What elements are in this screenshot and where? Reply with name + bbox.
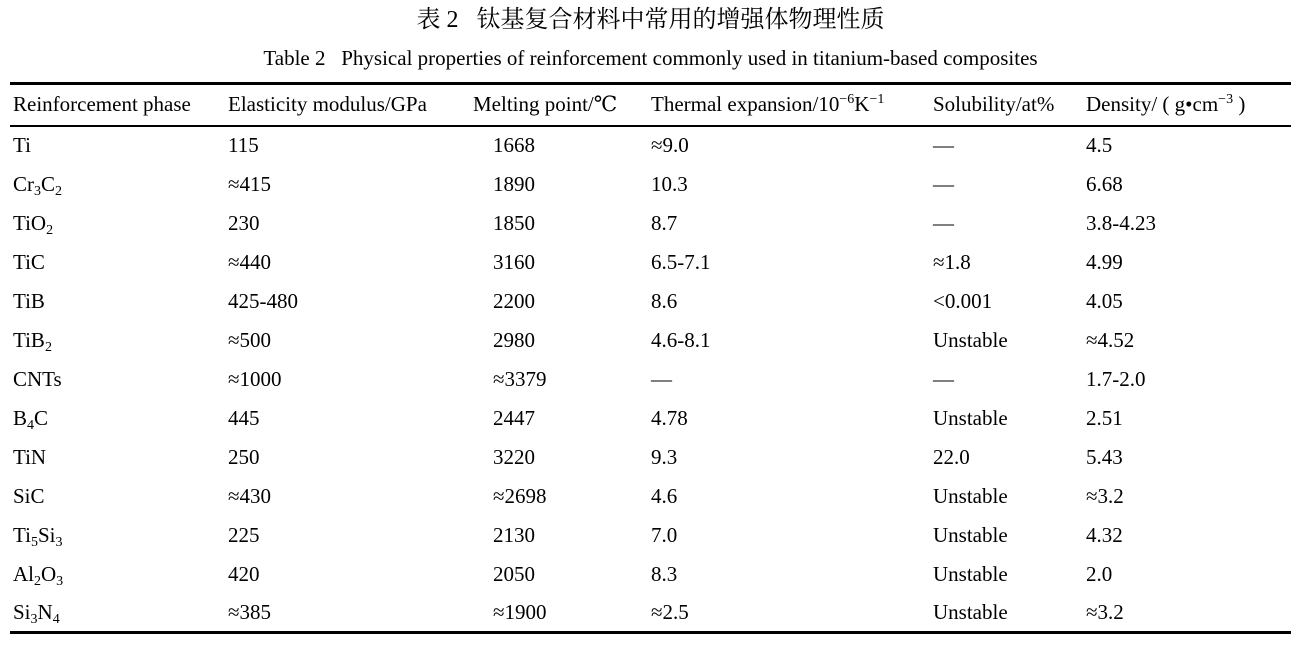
solubility-cell: <0.001	[933, 288, 993, 313]
melting-point-cell: 2200	[493, 288, 535, 313]
elasticity-modulus-cell: 115	[228, 133, 259, 157]
reinforcement-phase-cell: $Ti_5Si_3$	[13, 522, 63, 550]
table-row	[10, 360, 1291, 399]
elasticity-modulus-cell: ≈430	[228, 483, 272, 508]
elasticity-modulus-cell: ≈415	[228, 171, 272, 196]
reinforcement-phase-cell: $Al_2O_3$	[13, 561, 64, 589]
reinforcement-phase-cell: SiC	[13, 483, 45, 508]
density-cell: ≈4.52	[1086, 327, 1135, 352]
reinforcement-phase-cell: $B_4C$	[13, 405, 49, 433]
density-cell: ≈3.2	[1086, 483, 1124, 508]
solubility-cell: ≈1.8	[933, 249, 971, 274]
melting-point-cell: 1850	[493, 210, 535, 235]
melting-point-cell: 2050	[493, 561, 535, 586]
table-row	[10, 321, 1291, 360]
reinforcement-phase-cell: TiC	[13, 249, 45, 274]
solubility-cell: Unstable	[933, 561, 1008, 586]
reinforcement-phase-cell: $Si_3N_4$	[13, 599, 60, 627]
table-title-english: Table 2 Physical properties of reinforcement commonly used in titanium-based composites	[263, 46, 1038, 70]
solubility-cell: Unstable	[933, 599, 1008, 624]
elasticity-modulus-cell: ≈500	[228, 327, 272, 352]
table-title-chinese: 表 2 钛基复合材料中常用的增强体物理性质	[416, 7, 885, 33]
col-header-reinforcement-phase: Reinforcement phase	[13, 92, 191, 117]
solubility-cell: —	[933, 133, 954, 157]
solubility-cell: —	[933, 210, 954, 235]
reinforcement-phase-cell: TiN	[13, 444, 47, 469]
table-row	[10, 282, 1291, 321]
col-header-thermal-expansion: Thermal expansion/$10^{-6}K^{-1}$	[651, 92, 885, 117]
thermal-expansion-cell: 10.3	[651, 171, 688, 196]
thermal-expansion-cell: 9.3	[651, 444, 678, 469]
reinforcement-phase-cell: TiB	[13, 288, 45, 313]
melting-point-cell: ≈1900	[493, 599, 547, 624]
table-row	[10, 516, 1291, 555]
density-cell: 4.99	[1086, 249, 1123, 274]
col-header-melting-point: Melting point/℃	[473, 92, 618, 117]
elasticity-modulus-cell: ≈1000	[228, 366, 282, 391]
solubility-cell: —	[933, 171, 954, 196]
melting-point-cell: 2447	[493, 405, 535, 430]
melting-point-cell: 1890	[493, 171, 535, 196]
thermal-expansion-cell: 6.5-7.1	[651, 249, 711, 274]
thermal-expansion-cell: 7.0	[651, 522, 678, 547]
solubility-cell: Unstable	[933, 327, 1008, 352]
melting-point-cell: 3220	[493, 444, 535, 469]
table-body	[10, 126, 1291, 633]
density-cell: 4.32	[1086, 522, 1123, 547]
properties-table	[10, 82, 1291, 634]
elasticity-modulus-cell: ≈385	[228, 599, 272, 624]
solubility-cell: 22.0	[933, 444, 970, 469]
elasticity-modulus-cell: 420	[228, 561, 260, 586]
solubility-cell: Unstable	[933, 405, 1008, 430]
density-cell: 1.7-2.0	[1086, 366, 1146, 391]
density-cell: 4.05	[1086, 288, 1123, 313]
melting-point-cell: ≈3379	[493, 366, 547, 391]
table-row	[10, 438, 1291, 477]
thermal-expansion-cell: ≈2.5	[651, 599, 689, 624]
density-cell: 6.68	[1086, 171, 1123, 196]
table-row	[10, 399, 1291, 438]
thermal-expansion-cell: 4.6	[651, 483, 678, 508]
elasticity-modulus-cell: 250	[228, 444, 260, 469]
density-cell: 3.8-4.23	[1086, 210, 1156, 235]
melting-point-cell: 3160	[493, 249, 535, 274]
density-cell: 2.0	[1086, 561, 1113, 586]
col-header-elasticity-modulus: Elasticity modulus/GPa	[228, 92, 427, 117]
col-header-density: Density/ ( $g•cm^{-3}$ )	[1086, 92, 1246, 117]
density-cell: 5.43	[1086, 444, 1123, 469]
thermal-expansion-cell: —	[651, 366, 672, 391]
thermal-expansion-cell: 8.7	[651, 210, 678, 235]
thermal-expansion-cell: ≈9.0	[651, 133, 689, 157]
elasticity-modulus-cell: 230	[228, 210, 260, 235]
table-row	[10, 594, 1291, 633]
reinforcement-phase-cell: CNTs	[13, 366, 62, 391]
reinforcement-phase-cell: TiO$_2$	[13, 210, 54, 238]
melting-point-cell: ≈2698	[493, 483, 547, 508]
table-row	[10, 477, 1291, 516]
reinforcement-phase-cell: $Cr_3C_2$	[13, 171, 63, 199]
thermal-expansion-cell: 4.6-8.1	[651, 327, 711, 352]
elasticity-modulus-cell: 445	[228, 405, 260, 430]
density-cell: 2.51	[1086, 405, 1123, 430]
melting-point-cell: 2130	[493, 522, 535, 547]
table-row	[10, 243, 1291, 282]
solubility-cell: —	[933, 366, 954, 391]
elasticity-modulus-cell: 225	[228, 522, 260, 547]
table-row	[10, 204, 1291, 243]
table-row	[10, 165, 1291, 204]
melting-point-cell: 1668	[493, 133, 535, 157]
thermal-expansion-cell: 4.78	[651, 405, 688, 430]
reinforcement-phase-cell: TiB$_2$	[13, 327, 52, 355]
table-row	[10, 555, 1291, 594]
reinforcement-phase-cell: Ti	[13, 133, 31, 157]
header-row	[10, 84, 1291, 126]
melting-point-cell: 2980	[493, 327, 535, 352]
density-cell: 4.5	[1086, 133, 1113, 157]
thermal-expansion-cell: 8.3	[651, 561, 678, 586]
density-cell: ≈3.2	[1086, 599, 1124, 624]
elasticity-modulus-cell: ≈440	[228, 249, 272, 274]
col-header-solubility: Solubility/at%	[933, 92, 1055, 117]
elasticity-modulus-cell: 425-480	[228, 288, 298, 313]
solubility-cell: Unstable	[933, 522, 1008, 547]
thermal-expansion-cell: 8.6	[651, 288, 678, 313]
table-row	[10, 126, 1291, 165]
solubility-cell: Unstable	[933, 483, 1008, 508]
